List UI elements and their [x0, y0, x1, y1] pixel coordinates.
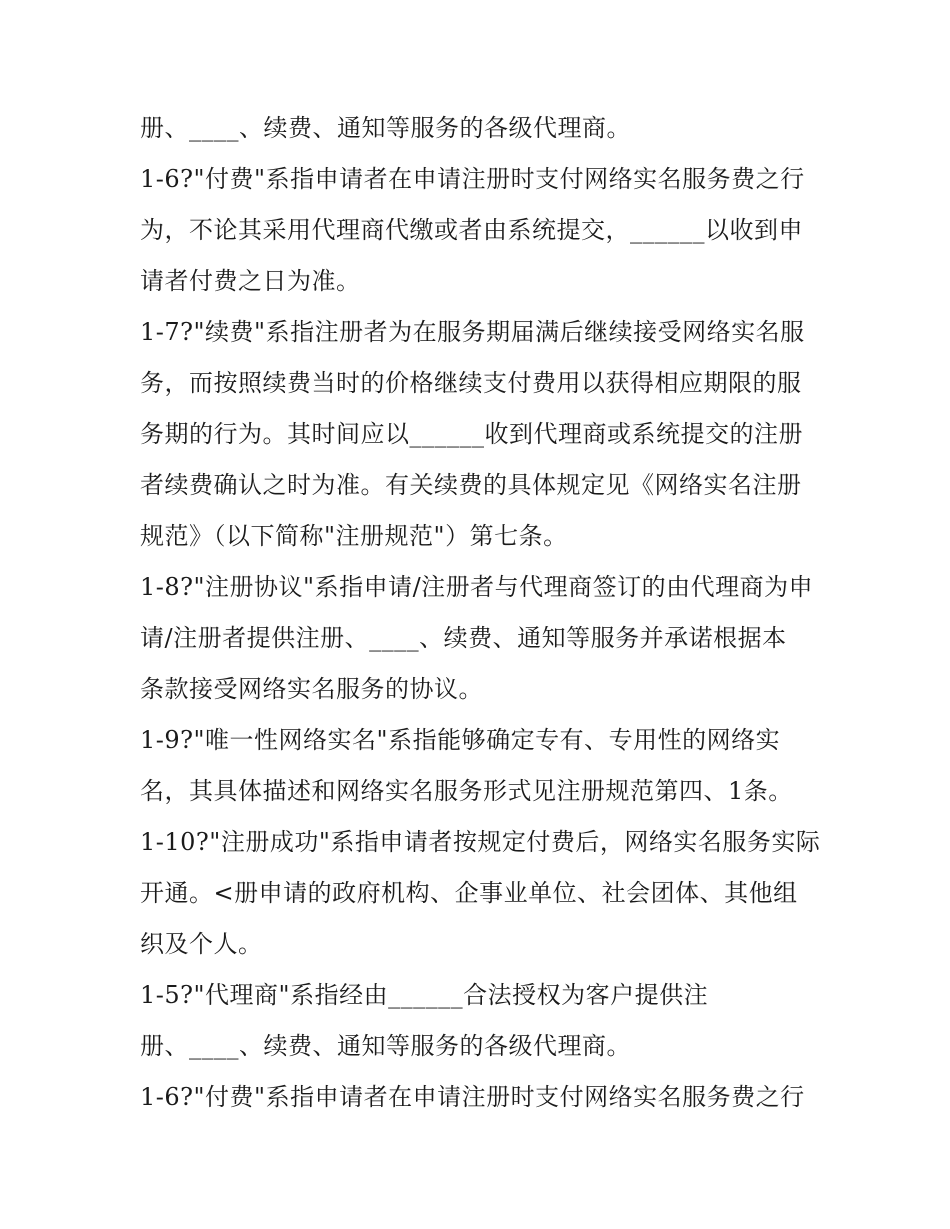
text-line: 务期的行为。其时间应以______收到代理商或系统提交的注册 [140, 420, 803, 448]
text-line: 1-5?"代理商"系指经由______合法授权为客户提供注 [140, 981, 709, 1009]
text-line: 规范》（以下简称"注册规范"）第七条。 [140, 522, 568, 550]
text-line: 为，不论其采用代理商代缴或者由系统提交，______以收到申 [140, 216, 803, 244]
text-line: 1-6?"付费"系指申请者在申请注册时支付网络实名服务费之行 [140, 1083, 805, 1111]
document-body [140, 103, 830, 1123]
text-line: 织及个人。 [140, 930, 263, 958]
text-line: 条款接受网络实名服务的协议。 [140, 675, 483, 703]
text-line: 1-6?"付费"系指申请者在申请注册时支付网络实名服务费之行 [140, 165, 805, 193]
text-line: 册、____、续费、通知等服务的各级代理商。 [140, 1032, 631, 1060]
text-line: 1-8?"注册协议"系指申请/注册者与代理商签订的由代理商为申 [140, 573, 814, 601]
text-line: 1-9?"唯一性网络实名"系指能够确定专有、专用性的网络实 [140, 726, 781, 754]
text-line: 开通。<册申请的政府机构、企事业单位、社会团体、其他组 [140, 879, 798, 907]
text-line: 册、____、续费、通知等服务的各级代理商。 [140, 114, 631, 142]
text-line: 务，而按照续费当时的价格继续支付费用以获得相应期限的服 [140, 369, 802, 397]
text-line: 1-7?"续费"系指注册者为在服务期届满后继续接受网络实名服 [140, 318, 805, 346]
text-line: 请/注册者提供注册、____、续费、通知等服务并承诺根据本 [140, 624, 787, 652]
text-line: 1-10?"注册成功"系指申请者按规定付费后，网络实名服务实际 [140, 828, 821, 856]
text-line: 请者付费之日为准。 [140, 267, 361, 295]
text-line: 名，其具体描述和网络实名服务形式见注册规范第四、1条。 [140, 777, 793, 805]
text-line: 者续费确认之时为准。有关续费的具体规定见《网络实名注册 [140, 471, 802, 499]
